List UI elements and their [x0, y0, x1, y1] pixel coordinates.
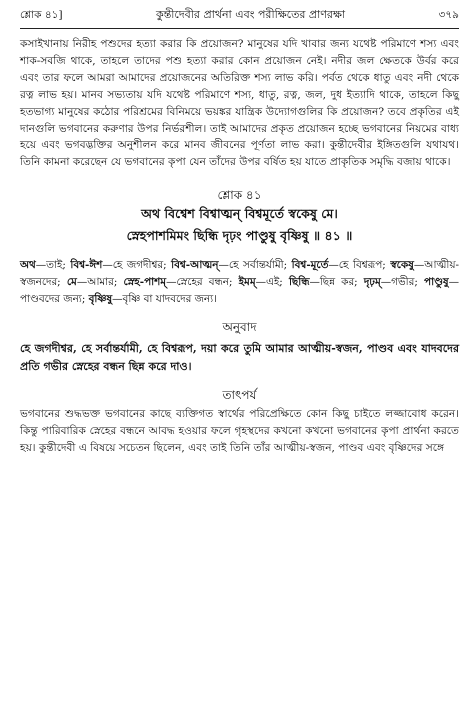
synonym-word: অথ — [20, 259, 36, 272]
synonym-word: ইমম্ — [238, 276, 256, 289]
synonym-meaning: তাই; — [46, 259, 66, 272]
synonym-word: স্বকেষু — [390, 259, 414, 272]
synonym-word: স্নেহ-পাশম্ — [123, 276, 167, 289]
purport-text: ভগবানের শুদ্ধভক্ত ভগবানের কাছে ব্যক্তিগত স্বার্থের পরিপ্রেক্ষিতে কোন কিছু চাইতে লজ্জাবোধ করেন। কিন্তু পারিবারিক স্নেহের বন্ধনে আবদ্ধ হওয়ার ফলে গৃহস্থদের কখনো কখনো ভগবানের কৃপা প্রার্থনা করতে হয়। কুন্তীদেবী এ বিষয়ে সচেতন ছিলেন, এবং তাই তিনি তাঁর আত্মীয়-স্বজন, পাণ্ডব এবং বৃষ্ণিদের সঙ্গে — [20, 408, 459, 455]
synonym-meaning: আত্মীয়-স্বজনদের; — [20, 259, 459, 289]
synonym-meaning: পাণ্ডবদের জন্য; — [20, 293, 86, 306]
verse-line-1: অথ বিশ্বেশ বিশ্বাত্মন্ বিশ্বমূর্তে স্বকেষু মে। — [141, 206, 338, 222]
synonym-meaning: স্নেহের বন্ধন; — [176, 276, 233, 289]
purport-heading: তাৎপর্য — [222, 388, 257, 403]
synonym-word: ছিন্ধি — [288, 276, 310, 289]
running-header — [20, 6, 459, 28]
synonym-word: পাণ্ডুষু — [424, 276, 449, 289]
synonym-word: বৃষ্ণিষু — [88, 293, 113, 306]
header-rule — [20, 28, 459, 29]
synonym-word: বিশ্ব-আত্মন্ — [171, 259, 219, 272]
chapter-title: কুন্তীদেবীর প্রার্থনা এবং পরীক্ষিতের প্রাণরক্ষা — [156, 8, 346, 21]
synonyms-paragraph: অথ—তাই; বিশ্ব-ঈশ—হে জগদীশ্বর; বিশ্ব-আত্মন্—হে সর্বান্তর্যামী; বিশ্ব-মূর্তে—হে বিশ্বরূপ; স্বকেষু—আত্মীয়-স্বজনদের; মে—আমার; স্নেহ-পাশম্—স্নেহের বন্ধন; ইমম্—এই; ছিন্ধি—ছিন্ন কর; দৃঢ়ম্—গভীর; পাণ্ডুষু—পাণ্ডবদের জন্য; বৃষ্ণিষু—বৃষ্ণি বা যাদবদের জন্য। — [20, 259, 460, 306]
synonym-word: দৃঢ়ম্ — [363, 276, 381, 289]
verse-reference: শ্লোক ৪১] — [20, 9, 63, 21]
synonym-meaning: গভীর; — [391, 276, 418, 289]
synonym-meaning: বৃষ্ণি বা যাদবদের জন্য। — [122, 293, 217, 306]
page-number: ৩৭৯ — [438, 9, 459, 21]
synonym-word: মে — [66, 276, 77, 289]
verse-title: শ্লোক ৪১ — [217, 188, 262, 203]
synonym-word: বিশ্ব-মূর্তে — [291, 259, 329, 272]
synonym-meaning: আমার; — [87, 276, 118, 289]
synonym-meaning: এই; — [265, 276, 283, 289]
synonym-meaning: হে জগদীশ্বর; — [112, 259, 167, 272]
intro-paragraph: কসাইখানায় নিরীহ পশুদের হত্যা করার কি প্রয়োজন? মানুষের যদি খাবার জন্য যথেষ্ট পরিমাণে শস্য এবং শাক-সবজি থাকে, তাহলে তাদের পশু হত্যা করার কোন প্রয়োজন নেই। নদীর জল ক্ষেতকে উর্বর করে এবং তার ফলে আমরা আমাদের প্রয়োজনের অতিরিক্ত শস্য লাভ করি। পর্বত থেকে ধাতু এবং নদী থেকে রত্ন লাভ হয়। মানব সভ্যতায় যদি যথেষ্ট পরিমাণে শস্য, ধাতু, রত্ন, জল, দুধ ইত্যাদি থাকে, তাহলে কিছু হতভাগ্য মানুষের কঠোর পরিশ্রমের বিনিময়ে ভয়ঙ্কর যান্ত্রিক উদ্যোগগুলির কি প্রয়োজন? তবে প্রকৃতির এই দানগুলি ভগবানের করুণার উপর নির্ভরশীল। তাই আমাদের প্রকৃত প্রয়োজন হচ্ছে ভগবানের নিয়মের বাধ্য হয়ে এবং ভগবদ্ভক্তির অনুশীলন করে মানব জীবনের পূর্ণতা লাভ করা। কুন্তীদেবীর ইঙ্গিতগুলি যথাযথ। তিনি কামনা করেছেন যে ভগবানের কৃপা যেন তাঁদের উপর বর্ষিত হয় যাতে প্রাকৃতিক সমৃদ্ধি বজায় থাকে। — [20, 38, 459, 169]
verse-line-2: স্নেহপাশমিমং ছিন্ধি দৃঢ়ং পাণ্ডুষু বৃষ্ণিষু ॥ ৪১ ॥ — [126, 228, 353, 244]
synonym-meaning: ছিন্ন কর; — [319, 276, 358, 289]
synonym-meaning: হে সর্বান্তর্যামী; — [228, 259, 288, 272]
synonym-word: বিশ্ব-ঈশ — [70, 259, 103, 272]
synonym-meaning: হে বিশ্বরূপ; — [338, 259, 386, 272]
translation-text: হে জগদীশ্বর, হে সর্বান্তর্যামী, হে বিশ্বরূপ, দয়া করে তুমি আমার আত্মীয়-স্বজন, পাণ্ডব এবং যাদবদের প্রতি গভীর স্নেহের বন্ধন ছিন্ন করে দাও। — [20, 342, 459, 374]
translation-heading: অনুবাদ — [222, 320, 257, 335]
